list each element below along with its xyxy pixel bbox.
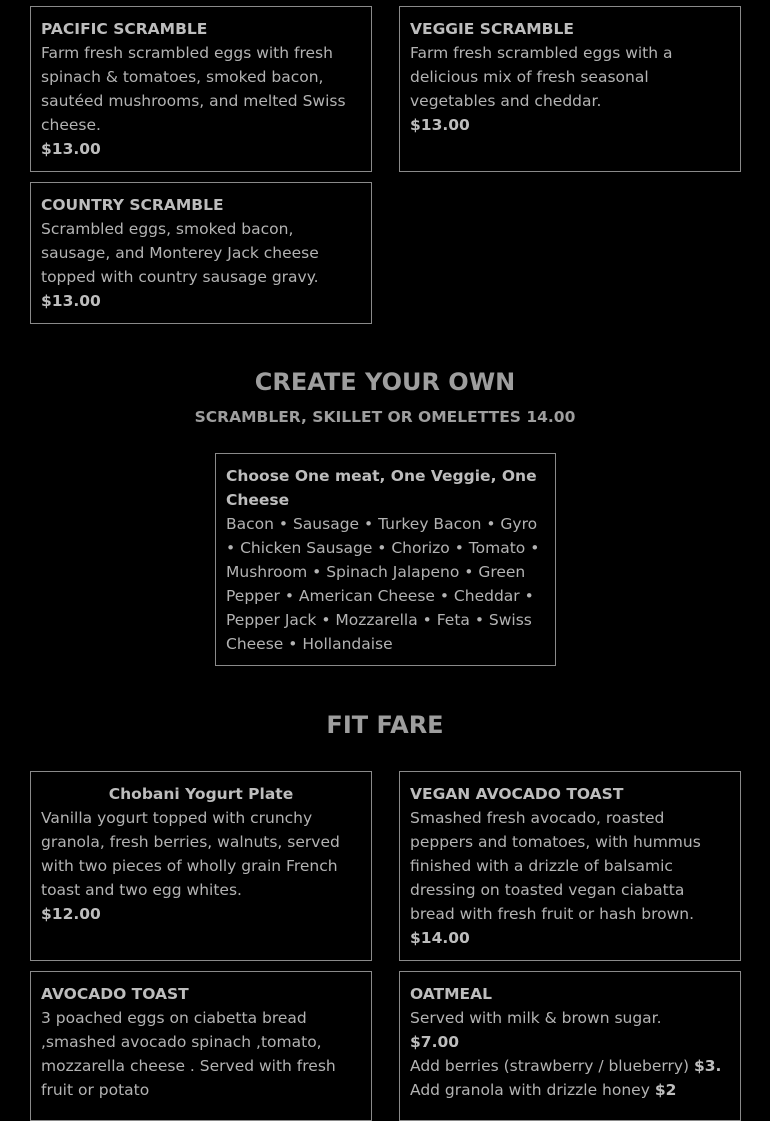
addon-granola [410, 1078, 730, 1102]
item-description: Vanilla yogurt topped with crunchy granola, fresh berries, walnuts, served with two pieces of wholly grain French toast and two egg whites. [41, 809, 340, 899]
menu-item-veggie-scramble [399, 6, 741, 172]
item-description: Smashed fresh avocado, roasted peppers and tomatoes, with hummus finished with a drizzle of balsamic dressing on toasted vegan ciabatta bread with fresh fruit or hash brown. [410, 809, 701, 923]
box-title: Choose One meat, One Veggie, One Cheese [226, 467, 537, 509]
item-description: Served with milk & brown sugar. [410, 1009, 662, 1027]
item-name: VEGGIE SCRAMBLE [410, 20, 574, 38]
item-price: $12.00 [41, 905, 101, 923]
menu-item-country-scramble [30, 182, 372, 324]
item-price: $7.00 [410, 1033, 460, 1051]
item-description: Scrambled eggs, smoked bacon, sausage, and Monterey Jack cheese topped with country sausage gravy. [41, 220, 319, 286]
item-price: $13.00 [41, 292, 101, 310]
menu-item-oatmeal [399, 971, 741, 1121]
section-title-fit-fare: FIT FARE [326, 711, 444, 739]
item-name: Chobani Yogurt Plate [108, 785, 294, 803]
item-name: COUNTRY SCRAMBLE [41, 196, 224, 214]
item-price: $13.00 [41, 140, 101, 158]
menu-item-vegan-avocado-toast [399, 771, 741, 961]
addon-text: Add berries (strawberry / blueberry) [410, 1057, 690, 1075]
item-description: 3 poached eggs on ciabetta bread ,smashed avocado spinach ,tomato, mozzarella cheese . Served with fresh fruit or potato [41, 1009, 336, 1099]
addon-price: $2 [654, 1081, 677, 1099]
options-list: Bacon • Sausage • Turkey Bacon • Gyro • Chicken Sausage • Chorizo • Tomato • Mushroom • Spinach Jalapeno • Green Pepper • American Cheese • Cheddar • Pepper Jack • Mozzarella • Feta • Swiss Cheese • Hollandaise [226, 515, 540, 653]
item-description: Farm fresh scrambled eggs with a delicious mix of fresh seasonal vegetables and cheddar. [410, 44, 673, 110]
item-name: VEGAN AVOCADO TOAST [410, 785, 624, 803]
addon-price: $3. [693, 1057, 722, 1075]
section-subtitle: SCRAMBLER, SKILLET OR OMELETTES 14.00 [194, 408, 576, 426]
menu-item-avocado-toast [30, 971, 372, 1121]
menu-item-chobani-yogurt-plate [30, 771, 372, 961]
item-name: OATMEAL [410, 985, 493, 1003]
item-price: $13.00 [410, 116, 470, 134]
item-name: PACIFIC SCRAMBLE [41, 20, 208, 38]
addon-text: Add granola with drizzle honey [410, 1081, 650, 1099]
item-name: AVOCADO TOAST [41, 985, 189, 1003]
create-your-own-box [215, 453, 556, 666]
item-price: $14.00 [410, 929, 470, 947]
section-title-create-your-own: CREATE YOUR OWN [254, 368, 516, 396]
item-description: Farm fresh scrambled eggs with fresh spinach & tomatoes, smoked bacon, sautéed mushrooms, and melted Swiss cheese. [41, 44, 346, 134]
addon-berries [410, 1054, 730, 1078]
menu-item-pacific-scramble [30, 6, 372, 172]
